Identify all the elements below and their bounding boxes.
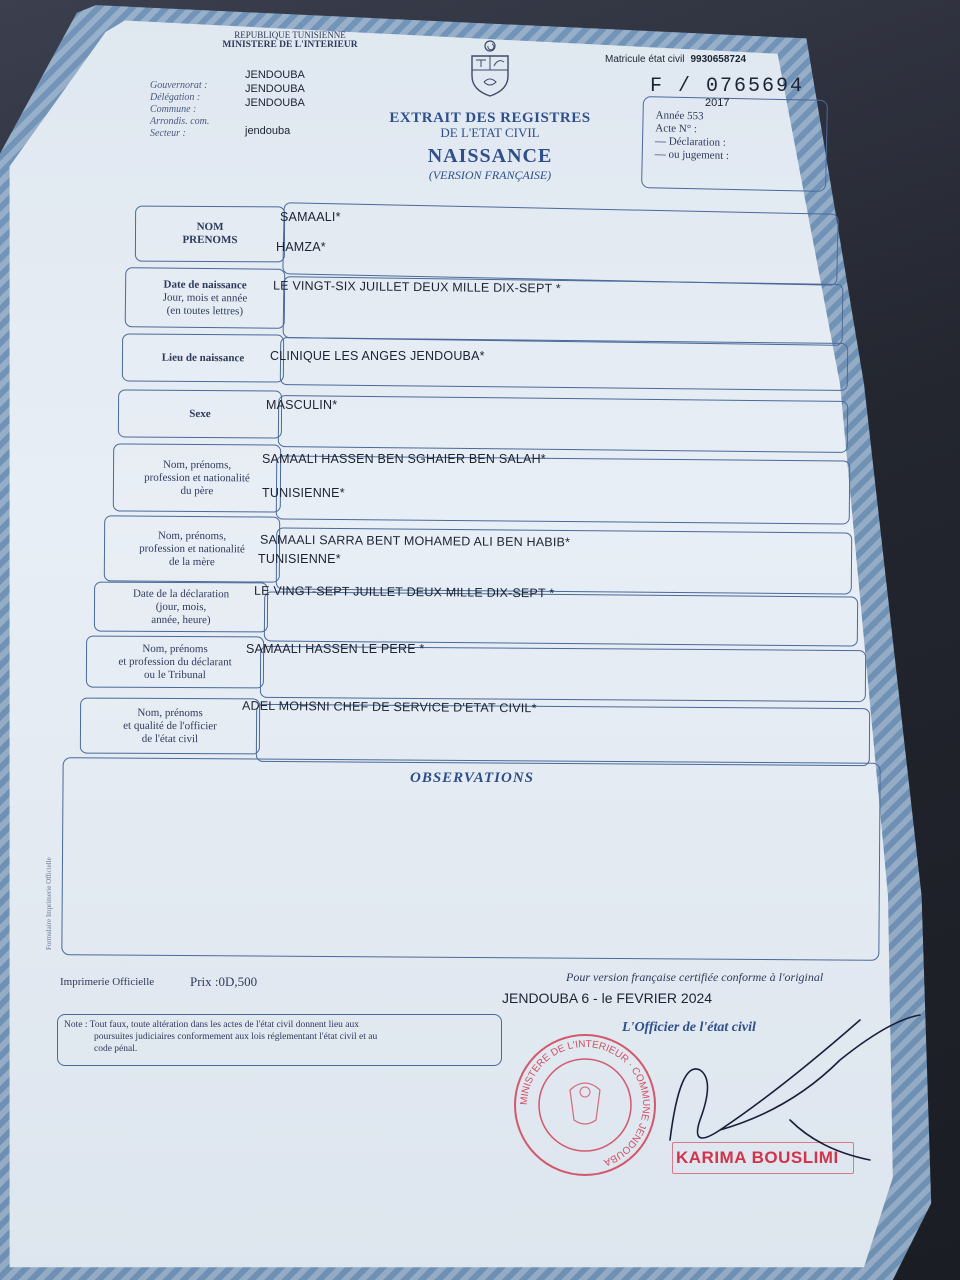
serial-number: F / 0765694 — [650, 75, 805, 98]
value-pere-2: TUNISIENNE* — [262, 486, 345, 500]
label-mere-1: Nom, prénoms, — [157, 529, 227, 542]
value-box-sexe — [278, 395, 849, 453]
label-nom: NOM — [196, 220, 224, 234]
label-lieu — [122, 333, 284, 382]
note-line1: Note : Tout faux, toute altération dans les actes de l'état civil donnent lieu aux — [64, 1020, 360, 1030]
label-officier-2: et qualité de l'officier — [123, 719, 217, 732]
value-date-naissance: LE VINGT-SIX JUILLET DEUX MILLE DIX-SEPT * — [272, 278, 561, 296]
legal-note — [57, 1014, 502, 1066]
info-annee: Année 553 — [655, 109, 704, 123]
act-info-box — [641, 96, 828, 192]
geo-value-secteur: jendouba — [245, 125, 291, 137]
label-decl-3: année, heure) — [151, 613, 211, 626]
place-date: JENDOUBA 6 - le FEVRIER 2024 — [502, 990, 713, 1006]
geo-value-delegation: JENDOUBA — [245, 97, 305, 109]
title-version: (VERSION FRANÇAISE) — [428, 168, 552, 182]
label-officier — [80, 698, 260, 755]
note-line3: code pénal. — [94, 1044, 138, 1054]
label-declarant-2: et profession du déclarant — [118, 655, 232, 668]
label-declaration — [94, 582, 268, 633]
label-pere — [113, 443, 281, 512]
label-sexe — [118, 389, 282, 438]
stamp-name: KARIMA BOUSLIMI — [676, 1148, 839, 1167]
matricule-value: 9930658724 — [690, 54, 747, 65]
signature-icon — [660, 1000, 960, 1200]
geo-label-secteur: Secteur : — [150, 128, 186, 139]
value-box-nom — [282, 202, 838, 286]
value-sexe: MASCULIN* — [266, 398, 338, 412]
value-nom: SAMAALI* — [280, 210, 341, 224]
geo-value-top: JENDOUBA — [245, 69, 305, 81]
matricule — [605, 54, 746, 65]
label-officier-1: Nom, prénoms — [137, 706, 203, 719]
value-prenoms: HAMZA* — [276, 240, 326, 254]
header-ministry — [190, 30, 390, 50]
label-date-sub1: Jour, mois et année — [162, 291, 248, 304]
label-nom-prenoms — [135, 206, 285, 263]
republic-text: REPUBLIQUE TUNISIENNE — [234, 30, 346, 40]
label-pere-1: Nom, prénoms, — [162, 458, 232, 471]
observations-box — [61, 757, 880, 961]
document-title — [360, 110, 620, 183]
observations-title: OBSERVATIONS — [410, 770, 534, 786]
info-acte: Acte N° : — [655, 122, 698, 136]
label-mere-3: de la mère — [168, 555, 215, 568]
label-prenoms: PRENOMS — [182, 233, 238, 247]
matricule-label: Matricule état civil — [605, 54, 685, 65]
value-mere-1: SAMAALI SARRA BENT MOHAMED ALI BEN HABIB* — [259, 532, 571, 550]
title-line2: DE L'ETAT CIVIL — [440, 125, 540, 140]
info-jugement: — ou jugement : — [654, 148, 730, 162]
label-pere-2: profession et nationalité — [144, 471, 250, 484]
label-date-main: Date de naissance — [163, 278, 247, 291]
year: 2017 — [705, 97, 730, 109]
info-declaration: — Déclaration : — [654, 135, 727, 149]
certification-text: Pour version française certifiée conforme à l'original — [566, 970, 824, 984]
value-mere-2: TUNISIENNE* — [258, 552, 341, 566]
label-decl-1: Date de la déclaration — [132, 587, 230, 600]
label-declarant — [86, 636, 264, 689]
officer-label: L'Officier de l'état civil — [622, 1020, 756, 1035]
label-lieu-text: Lieu de naissance — [161, 351, 245, 364]
title-naissance: NAISSANCE — [427, 145, 553, 167]
label-mere — [104, 515, 280, 582]
note-line2: poursuites judiciaires conformement aux lois réglementant l'état civil et au — [94, 1032, 378, 1042]
value-declaration: LE VINGT-SEPT JUILLET DEUX MILLE DIX-SEPT * — [253, 583, 555, 601]
label-decl-2: (jour, mois, — [155, 600, 207, 613]
value-officier: ADEL MOHSNI CHEF DE SERVICE D'ETAT CIVIL* — [241, 698, 537, 716]
geo-value-gouvernorat: JENDOUBA — [245, 83, 305, 95]
price: Prix :0D,500 — [190, 974, 258, 989]
imprimerie: Imprimerie Officielle — [60, 976, 155, 988]
value-box-declaration — [264, 591, 858, 646]
value-declarant: SAMAALI HASSEN LE PERE * — [246, 642, 425, 656]
side-printer-text: Formulaire Imprimerie Officielle — [45, 857, 53, 950]
title-line1: EXTRAIT DES REGISTRES — [389, 110, 591, 126]
value-lieu: CLINIQUE LES ANGES JENDOUBA* — [270, 349, 485, 363]
label-date-naissance — [125, 267, 286, 329]
value-pere-1: SAMAALI HASSEN BEN SGHAIER BEN SALAH* — [262, 452, 546, 466]
geo-labels — [150, 80, 209, 140]
label-date-sub2: (en toutes lettres) — [166, 304, 244, 317]
official-stamp-icon — [510, 1030, 660, 1180]
label-declarant-3: ou le Tribunal — [144, 668, 206, 681]
label-officier-3: de l'état civil — [141, 732, 199, 745]
geo-label-arrondis: Arrondis. com. — [150, 116, 210, 127]
geo-label-gouvernorat: Gouvernorat : — [150, 80, 208, 91]
ministry-text: MINISTERE DE L'INTERIEUR — [222, 40, 358, 50]
value-box-lieu — [280, 337, 848, 391]
tunisian-emblem-icon — [460, 38, 520, 98]
geo-values — [245, 68, 305, 138]
geo-label-commune: Commune : — [150, 104, 197, 115]
geo-label-delegation: Délégation : — [150, 92, 201, 103]
stamp-ring-text: MINISTERE DE L'INTERIEUR · COMMUNE JENDOUBA — [518, 1038, 652, 1168]
label-sexe-text: Sexe — [189, 407, 211, 420]
label-mere-2: profession et nationalité — [139, 542, 245, 555]
label-declarant-1: Nom, prénoms — [142, 642, 208, 655]
label-pere-3: du père — [180, 484, 214, 497]
